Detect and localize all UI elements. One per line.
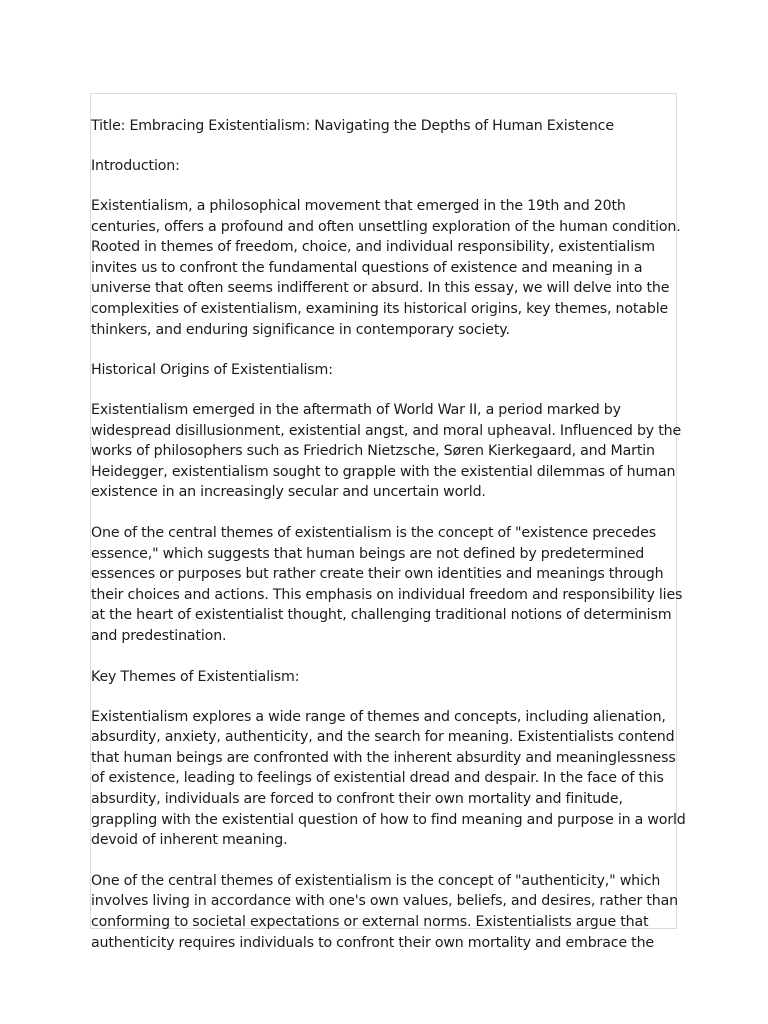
document-page <box>90 93 686 951</box>
section-heading-historical-origins: Historical Origins of Existentialism: <box>91 362 333 379</box>
paragraph-historical-origins: Existentialism emerged in the aftermath of World War II, a period marked by widespread disillusionment, existential angst, and moral upheaval. Influenced by the works of philosophers such as Friedrich Nietzsche, Søren Kierkegaard, and Martin Heidegger, existentialism sought to grapple with the existential dilemmas of human existence in an increasingly secular and uncertain world. <box>91 402 682 501</box>
paragraph-introduction: Existentialism, a philosophical movement that emerged in the 19th and 20th centuries, offers a profound and often unsettling exploration of the human condition. Rooted in themes of freedom, choice, and individual responsibility, existentialism invites us to confront the fundamental questions of existence and meaning in a universe that often seems indifferent or absurd. In this essay, we will delve into the complexities of existentialism, examining its historical origins, key themes, notable thinkers, and enduring significance in contemporary society. <box>91 197 681 338</box>
paragraph-existence-precedes-essence: One of the central themes of existentialism is the concept of "existence precedes essence," which suggests that human beings are not defined by predetermined essences or purposes but rather create their own identities and meanings through their choices and actions. This emphasis on individual freedom and responsibility lies at the heart of existentialist thought, challenging traditional notions of determinism and predestination. <box>91 525 683 645</box>
paragraph-key-themes: Existentialism explores a wide range of themes and concepts, including alienation, absurdity, anxiety, authenticity, and the search for meaning. Existentialists contend that human beings are confronted with the inherent absurdity and meaninglessness of existence, leading to feelings of existential dread and despair. In the face of this absurdity, individuals are forced to confront their own mortality and finitude, grappling with the existential question of how to find meaning and purpose in a world devoid of inherent meaning. <box>91 708 686 849</box>
paragraph-authenticity: One of the central themes of existentialism is the concept of "authenticity," which involves living in accordance with one's own values, beliefs, and desires, rather than conforming to societal expectations or external norms. Existentialists argue that authenticity requires individuals to confront their own mortality and embrace the <box>91 872 678 951</box>
section-heading-introduction: Introduction: <box>91 157 180 174</box>
document-title: Title: Embracing Existentialism: Navigating the Depths of Human Existence <box>91 118 614 134</box>
document-body <box>91 116 691 973</box>
section-heading-key-themes: Key Themes of Existentialism: <box>91 668 300 685</box>
